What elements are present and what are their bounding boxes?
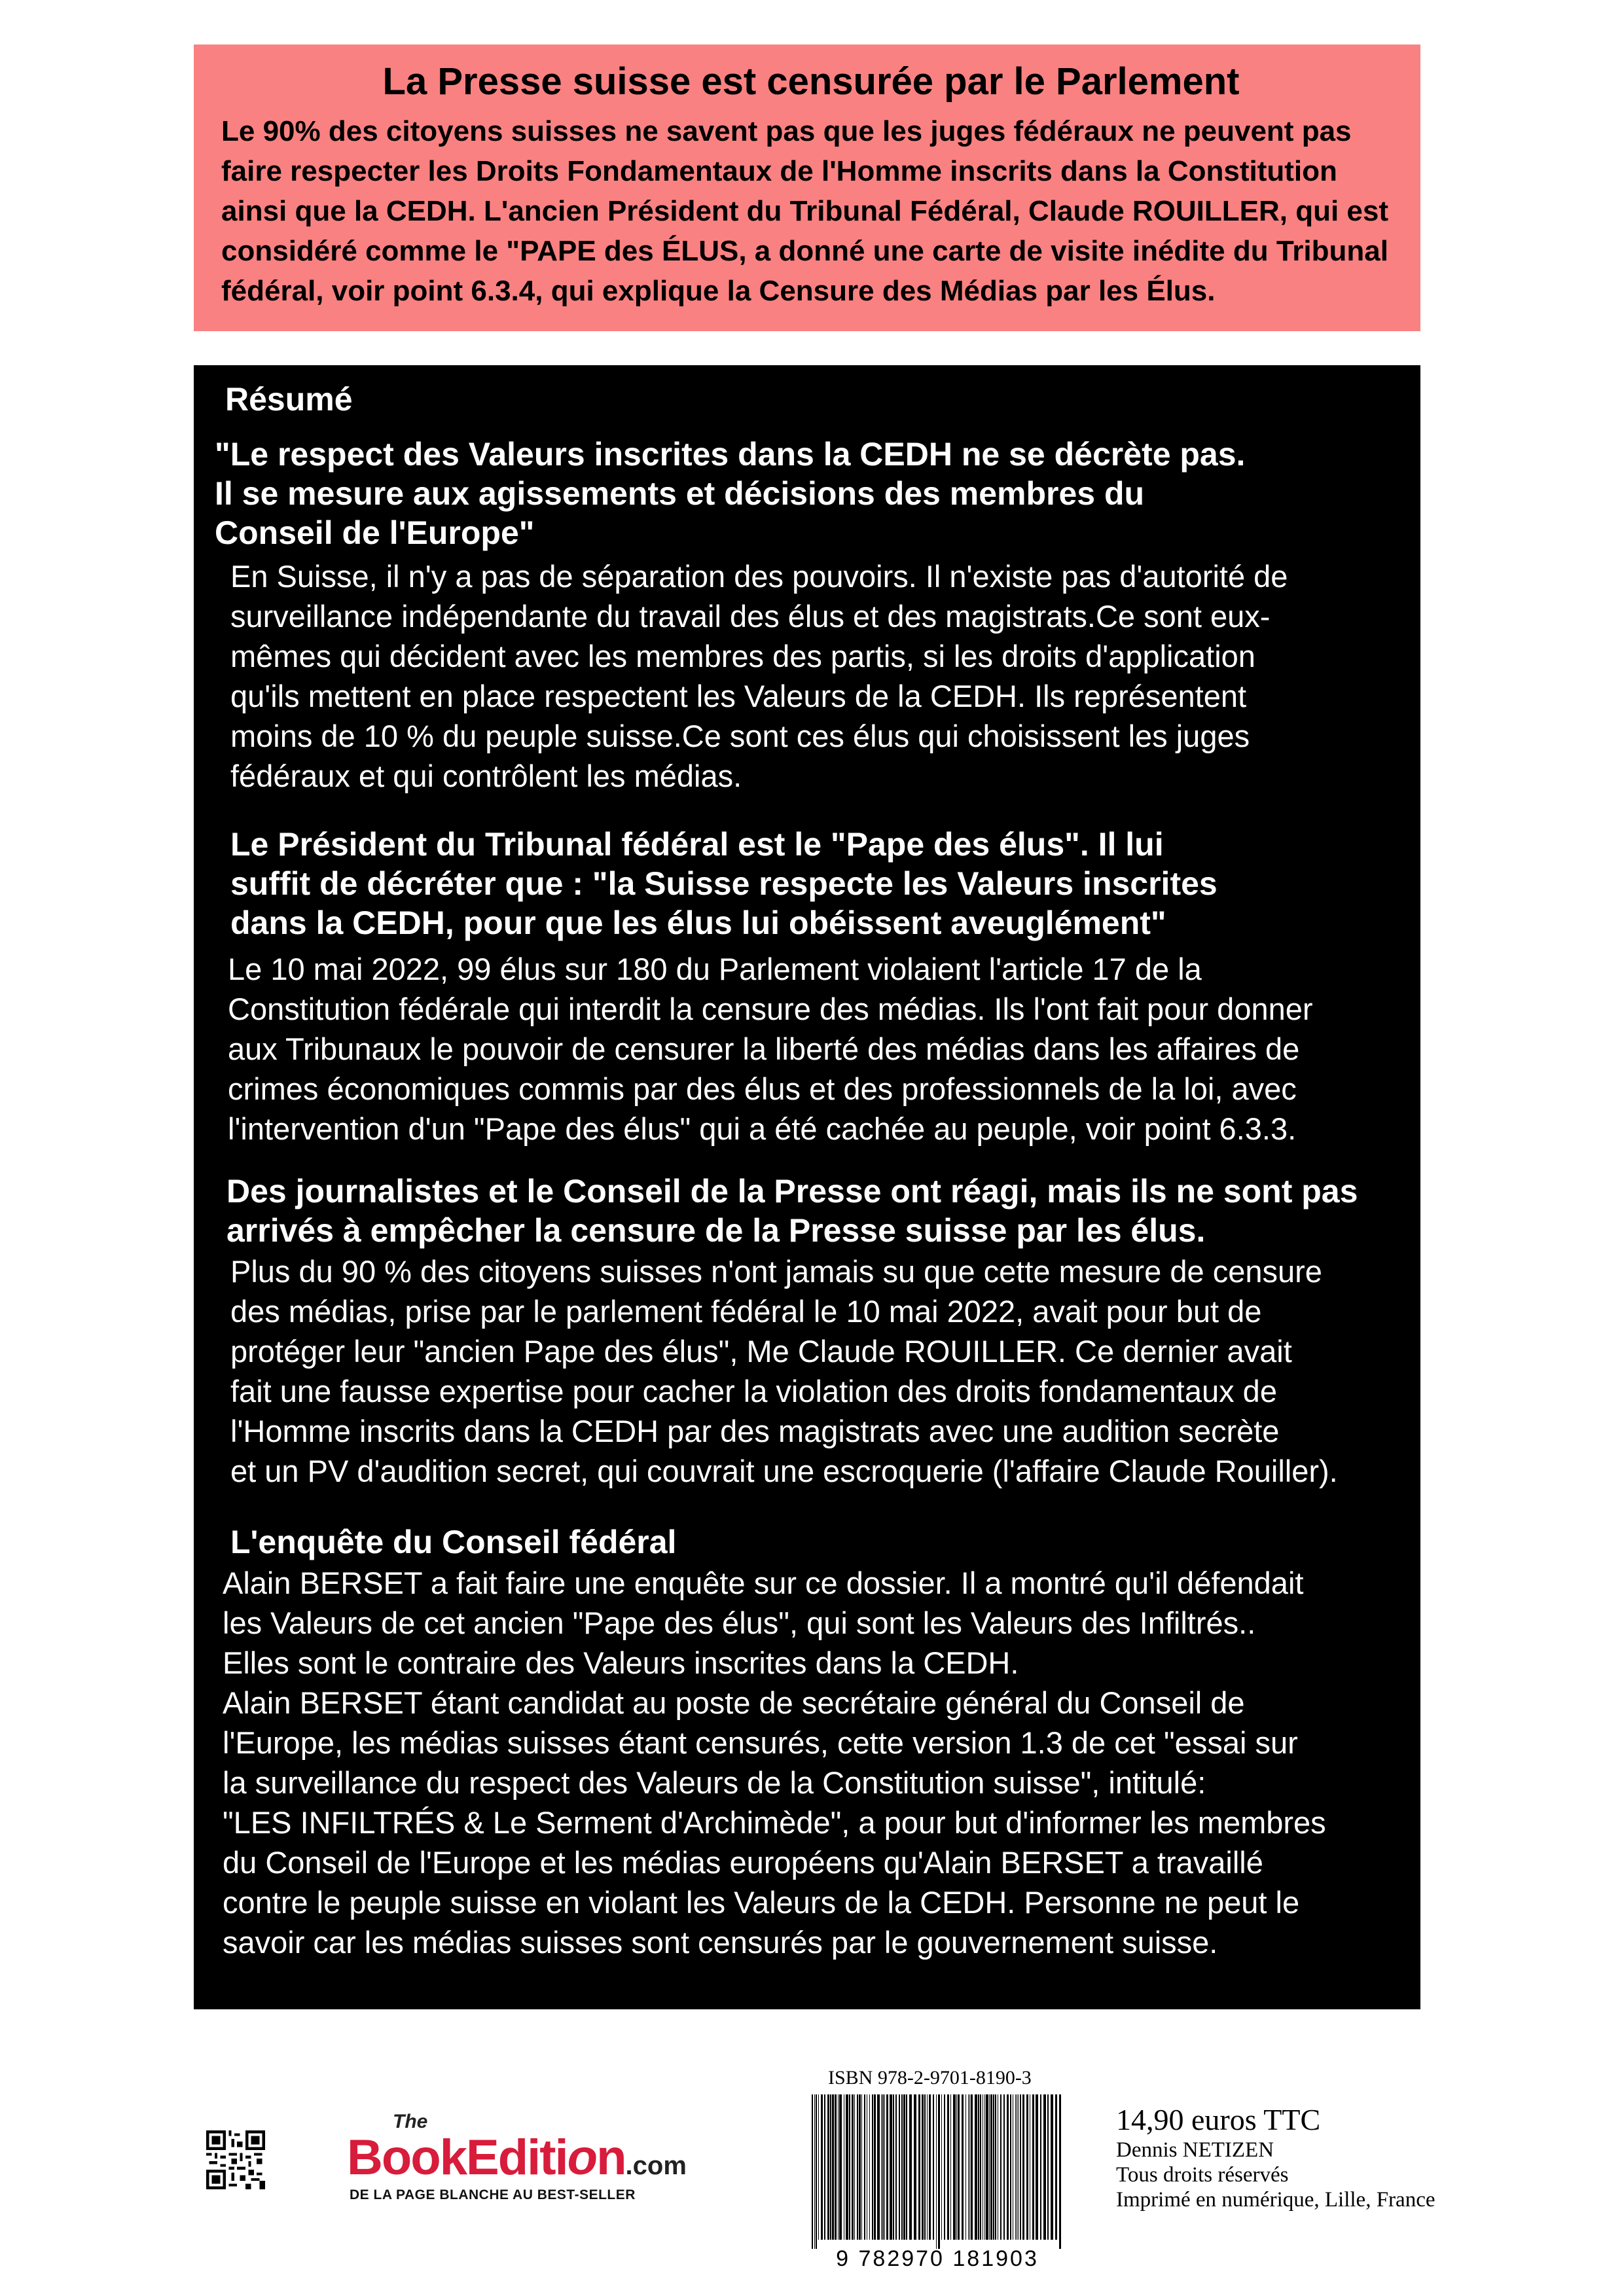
summary-heading-1: "Le respect des Valeurs inscrites dans la CEDH ne se décrète pas. Il se mesure aux agissements et décisions des membres du Conseil de l'Europe" [215, 436, 1246, 551]
barcode-bar [995, 2094, 996, 2240]
barcode-bar [922, 2094, 924, 2240]
barcode-bar [816, 2094, 817, 2249]
barcode-bar [1010, 2094, 1011, 2240]
barcode-bar [890, 2094, 892, 2240]
barcode-bar [854, 2094, 855, 2240]
barcode-bar [849, 2094, 850, 2240]
barcode-bar [818, 2094, 819, 2240]
barcode-bar [893, 2094, 894, 2240]
barcode-bar [884, 2094, 885, 2240]
barcode-bar [814, 2094, 815, 2249]
logo-tagline: DE LA PAGE BLANCHE AU BEST-SELLER [350, 2187, 636, 2202]
logo-wordmark-n: n [596, 2130, 626, 2185]
author-name: Dennis NETIZEN [1116, 2138, 1274, 2162]
price-block [1116, 2102, 1435, 2212]
barcode-bar [821, 2094, 823, 2240]
barcode-bar [895, 2094, 897, 2240]
barcode-bar [1059, 2094, 1061, 2249]
barcode-bar [839, 2094, 842, 2240]
barcode-bar [1051, 2094, 1053, 2240]
logo-wordmark-o: o [567, 2130, 597, 2185]
price-amount: 14,90 euros TTC [1116, 2103, 1321, 2136]
barcode-bar [969, 2094, 970, 2240]
barcode-bar [962, 2094, 964, 2240]
logo-wordmark-main: BookEditi [347, 2130, 568, 2185]
barcode-bar [882, 2094, 884, 2240]
barcode-bar [1055, 2094, 1057, 2240]
barcode-bar [1026, 2094, 1028, 2240]
barcode-bar [1003, 2094, 1005, 2240]
barcode-bar [968, 2094, 969, 2240]
logo-the: The [393, 2111, 428, 2132]
barcode-bar [832, 2094, 834, 2240]
logo-wordmark [347, 2129, 687, 2186]
summary-heading-3: Des journalistes et le Conseil de la Presse ont réagi, mais ils ne sont pas arrivés à empêcher la censure de la Presse suisse par les élus. [226, 1173, 1358, 1249]
barcode-bar [906, 2094, 907, 2240]
barcode-bar [1015, 2094, 1016, 2240]
barcode-bar [901, 2094, 903, 2240]
barcode-bar [944, 2094, 945, 2240]
summary-paragraph-4: Alain BERSET a fait faire une enquête sur ce dossier. Il a montré qu'il défendait les Valeurs de cet ancien "Pape des élus", qui sont les Valeurs des Infiltrés.. Elles sont le contraire des Valeurs inscrites dans la CEDH. Alain BERSET étant candidat au poste de secrétaire général du Conseil de l'Europe, les médias suisses étant censurés, cette version 1.3 de cet "essai sur la surveillance du respect des Valeurs de la Constitution suisse", intitulé: "LES INFILTRÉS & Le Serment d'Archimède", a pour but d'informer les membres du Conseil de l'Europe et les médias européens qu'Alain BERSET a travaillé contre le peuple suisse en violant les Valeurs de la CEDH. Personne ne peut le savoir car les médias suisses sont censurés par le gouvernement suisse. [223, 1566, 1326, 1960]
barcode-bar [838, 2094, 839, 2240]
summary-heading-2: Le Président du Tribunal fédéral est le "Pape des élus". Il lui suffit de décréter que : "la Suisse respecte les Valeurs inscrites dans la CEDH, pour que les élus lui obéissent aveuglément" [230, 826, 1218, 941]
barcode-bar [956, 2094, 957, 2240]
barcode-bar [1020, 2094, 1021, 2240]
barcode-bar [827, 2094, 829, 2240]
barcode-bar [852, 2094, 854, 2240]
barcode-bar [859, 2094, 861, 2240]
summary-paragraph-1: En Suisse, il n'y a pas de séparation des pouvoirs. Il n'existe pas d'autorité de surveillance indépendante du travail des élus et des magistrats.Ce sont eux- mêmes qui décident avec les membres des partis, si les droits d'application qu'ils mettent en place respectent les Valeurs de la CEDH. Ils représentent moins de 10 % du peuple suisse.Ce sont ces élus qui choisissent les juges fédéraux et qui contrôlent les médias. [230, 559, 1288, 793]
isbn-label: ISBN 978-2-9701-8190-3 [828, 2067, 1032, 2089]
print-notice: Imprimé en numérique, Lille, France [1116, 2188, 1435, 2212]
barcode-bar [846, 2094, 848, 2240]
barcode-bar [914, 2094, 916, 2240]
barcode-bar [877, 2094, 880, 2240]
barcode-bar [1040, 2094, 1041, 2240]
barcode-bar [971, 2094, 973, 2240]
barcode-bar [933, 2094, 934, 2240]
barcode-bar [881, 2094, 882, 2240]
barcode-bar [899, 2094, 900, 2240]
barcode-bar [824, 2094, 825, 2240]
barcode-bar [958, 2094, 960, 2240]
barcode-bar [918, 2094, 920, 2240]
barcode-bar [927, 2094, 928, 2240]
rights-notice: Tous droits réservés [1116, 2163, 1289, 2187]
barcode-bar [986, 2094, 988, 2240]
barcode-bar [903, 2094, 905, 2240]
barcode-bar [861, 2094, 862, 2240]
barcode-bar [909, 2094, 912, 2240]
barcode-bar [835, 2094, 837, 2240]
logo-com: .com [625, 2151, 687, 2180]
barcode-bar [978, 2094, 979, 2240]
barcode-bar [1000, 2094, 1001, 2240]
barcode-bar [1036, 2094, 1038, 2240]
barcode-bar [1047, 2094, 1049, 2240]
barcode-digits: 9 782970 181903 [836, 2246, 1039, 2271]
bookedition-logo [347, 2111, 687, 2209]
barcode-bar [872, 2094, 873, 2240]
summary-paragraph-2: Le 10 mai 2022, 99 élus sur 180 du Parlement violaient l'article 17 de la Constitution fédérale qui interdit la censure des médias. Ils l'ont fait pour donner aux Tribunaux le pouvoir de censurer la liberté des médias dans les affaires de crimes économiques commis par des élus et des professionnels de la loi, avec l'intervention d'un "Pape des élus" qui a été cachée au peuple, voir point 6.3.3. [228, 952, 1313, 1146]
barcode-bar [947, 2094, 949, 2240]
barcode-bar [989, 2094, 990, 2240]
qr-code-icon [206, 2130, 265, 2189]
barcode-bar [857, 2094, 858, 2240]
barcode-bar [929, 2094, 931, 2240]
barcode-bar [936, 2094, 937, 2249]
barcode-bar [1022, 2094, 1024, 2240]
summary-panel [194, 365, 1420, 2009]
barcode-bar [975, 2094, 977, 2240]
summary-title: Résumé [225, 381, 353, 418]
barcode-bar [1032, 2094, 1034, 2240]
barcode-bar [812, 2094, 813, 2249]
barcode-bar [864, 2094, 865, 2240]
barcode-bar [990, 2094, 992, 2240]
banner-text: Le 90% des citoyens suisses ne savent pas que les juges fédéraux ne peuvent pas faire respecter les Droits Fondamentaux de l'Homme inscrits dans la Constitution ainsi que la CEDH. L'ancien Président du Tribunal Fédéral, Claude ROUILLER, qui est considéré comme le "PAPE des ÉLUS, a donné une carte de visite inédite du Tribunal fédéral, voir point 6.3.4, qui explique la Censure des Médias par les Élus. [221, 115, 1389, 307]
barcode-icon [806, 2094, 1068, 2271]
barcode-bar [980, 2094, 981, 2240]
barcode-bar [950, 2094, 951, 2240]
barcode-bar [984, 2094, 985, 2240]
headline-banner [194, 45, 1420, 331]
barcode-bar [965, 2094, 966, 2240]
summary-heading-4: L'enquête du Conseil fédéral [230, 1524, 677, 1560]
barcode-bar [993, 2094, 994, 2240]
barcode-bar [1043, 2094, 1046, 2240]
barcode-bar [869, 2094, 870, 2240]
barcode-bar [924, 2094, 926, 2240]
summary-paragraph-3: Plus du 90 % des citoyens suisses n'ont jamais su que cette mesure de censure des médias, prise par le parlement fédéral le 10 mai 2022, avait pour but de protéger leur "ancien Pape des élus", Me Claude ROUILLER. Ce dernier avait fait une fausse expertise pour cacher la violation des droits fondamentaux de l'Homme inscrits dans la CEDH par des magistrats avec une audition secrète et un PV d'audition secret, qui couvrait une escroquerie (l'affaire Claude Rouiller). [230, 1254, 1338, 1488]
barcode-bar [1007, 2094, 1009, 2240]
barcode-bar [1018, 2094, 1019, 2240]
banner-title: La Presse suisse est censurée par le Parlement [382, 60, 1240, 103]
barcode-bar [941, 2094, 942, 2240]
barcode-bar [874, 2094, 876, 2240]
barcode-bar [886, 2094, 888, 2240]
barcode-bar [938, 2094, 940, 2249]
barcode-bar [830, 2094, 831, 2240]
barcode-bar [953, 2094, 956, 2240]
